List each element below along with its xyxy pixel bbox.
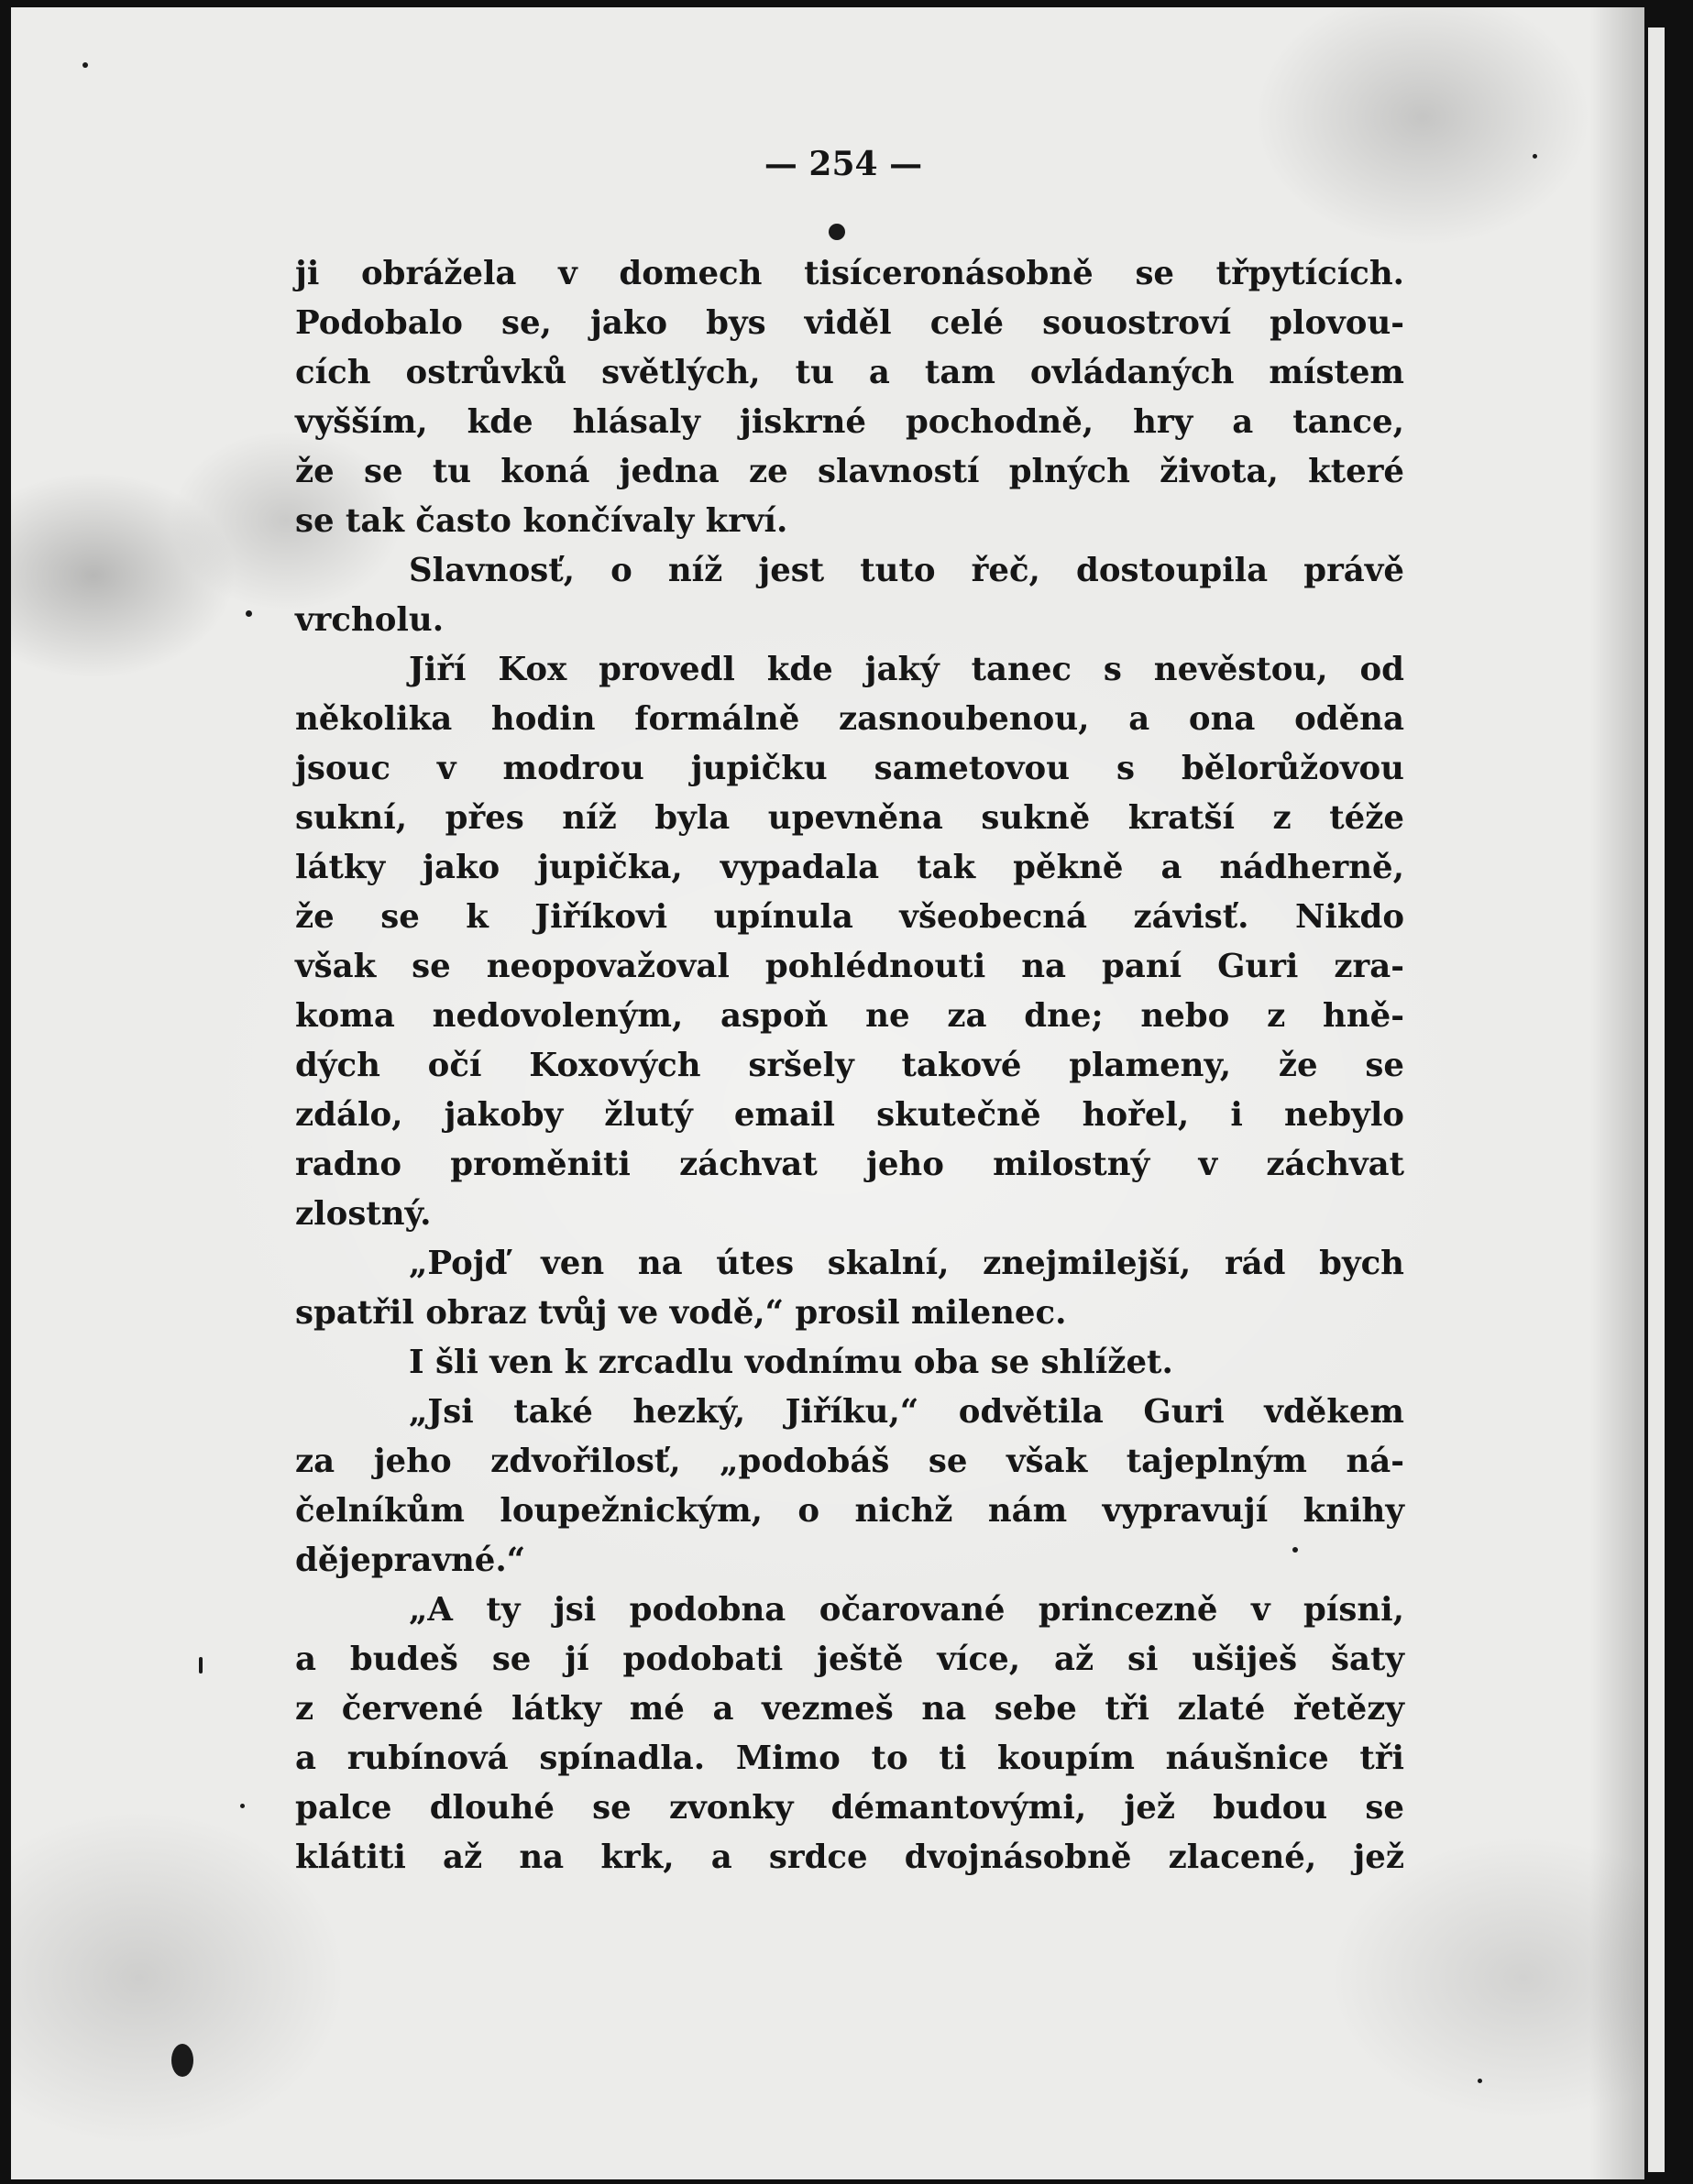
text-line: cích ostrůvků světlých, tu a tam ovládaných místem	[295, 354, 1404, 391]
text-line: spatřil obraz tvůj ve vodě,“ prosil milenec.	[295, 1294, 1067, 1332]
ink-speck	[1478, 2079, 1482, 2083]
page-body-text	[295, 249, 1404, 1882]
text-line: zlostný.	[295, 1195, 432, 1233]
ink-speck	[171, 2044, 193, 2077]
text-line: koma nedovoleným, aspoň ne za dne; nebo z hně-	[295, 997, 1404, 1035]
ink-speck	[82, 62, 88, 68]
ink-speck	[199, 1657, 203, 1674]
text-line: několika hodin formálně zasnoubenou, a ona oděna	[295, 700, 1404, 738]
text-line: a budeš se jí podobati ještě více, až si ušiješ šaty	[295, 1641, 1404, 1678]
text-line: zdálo, jakoby žlutý email skutečně hořel, i nebylo	[295, 1096, 1404, 1134]
text-line: že se k Jiříkovi upínula všeobecná závisť. Nikdo	[295, 898, 1404, 936]
text-line: dějepravné.“	[295, 1542, 526, 1579]
text-line: sukní, přes níž byla upevněna sukně kratší z téže	[295, 799, 1404, 837]
ink-speck	[240, 1804, 245, 1808]
text-line: Podobalo se, jako bys viděl celé souostroví plovou-	[295, 304, 1404, 342]
ink-speck	[1292, 1547, 1298, 1553]
book-page	[11, 7, 1644, 2179]
text-line: „Pojď ven na útes skalní, znejmilejší, rád bych	[409, 1245, 1404, 1282]
text-line: z červené látky mé a vezmeš na sebe tři zlaté řetězy	[295, 1690, 1404, 1728]
text-line: látky jako jupička, vypadala tak pěkně a nádherně,	[295, 849, 1404, 886]
text-line: Slavnosť, o níž jest tuto řeč, dostoupila právě	[409, 552, 1404, 589]
text-line: palce dlouhé se zvonky démantovými, jež budou se	[295, 1789, 1404, 1827]
adjacent-page-edge	[1648, 27, 1665, 2172]
ink-speck	[246, 610, 252, 617]
ink-speck	[1533, 154, 1537, 159]
text-line: se tak často končívaly krví.	[295, 502, 788, 540]
text-line: Jiří Kox provedl kde jaký tanec s nevěstou, od	[409, 651, 1404, 688]
text-line: že se tu koná jedna ze slavností plných života, které	[295, 453, 1404, 490]
text-line: „A ty jsi podobna očarované princezně v písni,	[409, 1591, 1404, 1629]
text-line: vrcholu.	[295, 601, 445, 639]
text-line: čelníkům loupežnickým, o nichž nám vypravují knihy	[295, 1492, 1404, 1530]
text-line: vyšším, kde hlásaly jiskrné pochodně, hry a tance,	[295, 403, 1404, 441]
text-line: ji obrážela v domech tisíceronásobně se třpytících.	[295, 255, 1404, 292]
text-line: jsouc v modrou jupičku sametovou s bělorůžovou	[295, 750, 1404, 787]
text-line: však se neopovažoval pohlédnouti na paní Guri zra-	[295, 948, 1404, 985]
page-number: — 254 —	[764, 145, 923, 183]
text-line: a rubínová spínadla. Mimo to ti koupím náušnice tři	[295, 1740, 1404, 1777]
text-line: „Jsi také hezký, Jiříku,“ odvětila Guri vděkem	[409, 1393, 1404, 1431]
text-line: klátiti až na krk, a srdce dvojnásobně zlacené, jež	[295, 1838, 1404, 1876]
text-line: radno proměniti záchvat jeho milostný v záchvat	[295, 1146, 1404, 1183]
text-line: dých očí Koxových sršely takové plameny, že se	[295, 1047, 1404, 1084]
text-line: za jeho zdvořilosť, „podobáš se však tajeplným ná-	[295, 1443, 1404, 1480]
text-line: I šli ven k zrcadlu vodnímu oba se shlížet.	[409, 1344, 1173, 1381]
ink-speck	[829, 224, 845, 240]
